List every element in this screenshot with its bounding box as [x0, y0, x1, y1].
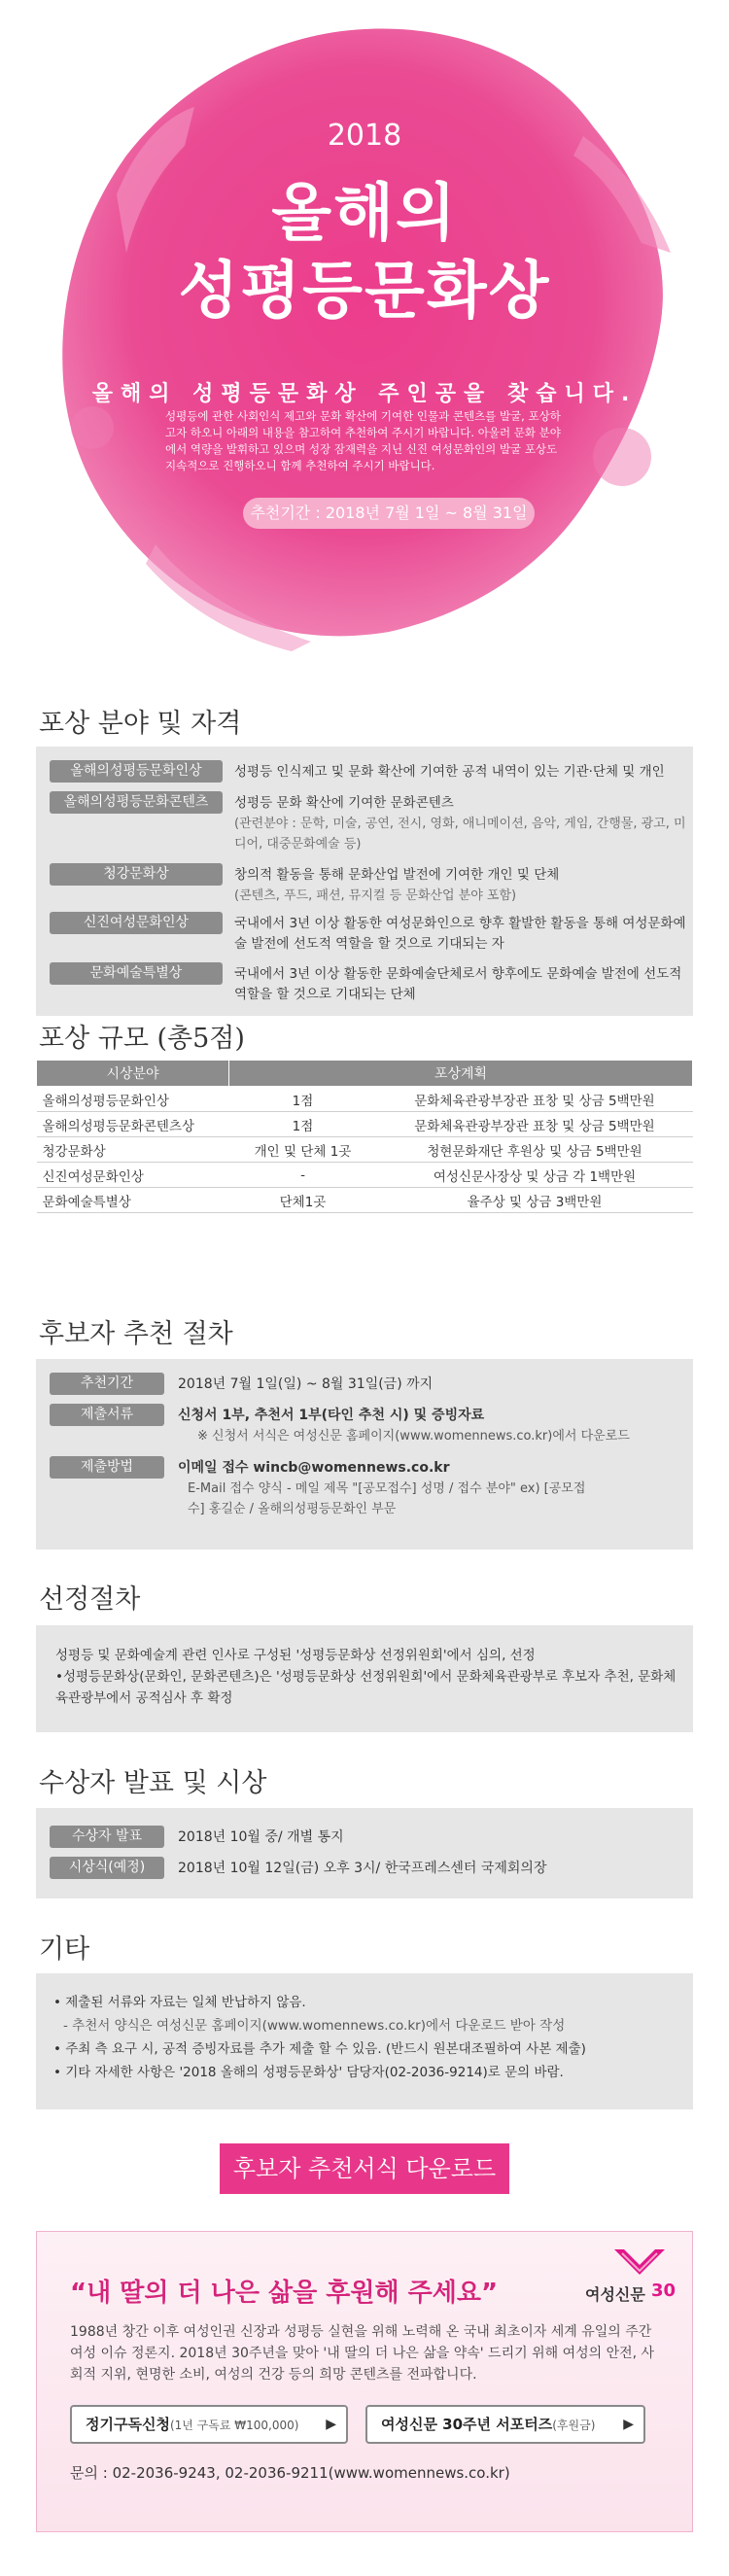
qualification-sub-text: (관련분야 : 문학, 미술, 공연, 전시, 영화, 애니메이션, 음악, 게임, 간행물, 광고, 미디어, 대중문화예술 등): [234, 817, 686, 852]
hero-banner: [0, 0, 729, 671]
promo-box: [36, 2231, 693, 2532]
download-form-button[interactable]: 후보자 추천서식 다운로드: [220, 2143, 509, 2194]
qualification-text: 성평등 인식제고 및 문화 확산에 기여한 공적 내역이 있는 기관·단체 및 개인: [234, 764, 665, 780]
etc-line: • 기타 자세한 사항은 '2018 올해의 성평등문화상' 담당자(02-2036-9214)로 문의 바람.: [53, 2065, 564, 2080]
supporters-button[interactable]: [365, 2405, 645, 2444]
procedure-text: 2018년 7월 1일(일) ~ 8월 31일(금) 까지: [178, 1376, 434, 1392]
selection-box: [36, 1625, 693, 1732]
hero-title-line2: 성평등문화상: [178, 256, 551, 328]
logo-name: 여성신문: [585, 2285, 645, 2304]
nomination-period-badge: 추천기간 : 2018년 7월 1일 ~ 8월 31일: [243, 498, 535, 529]
section-title-scale: 포상 규모 (총5점): [39, 1024, 245, 1054]
table-header-cell: 포상계획: [229, 1061, 693, 1087]
table-cell: 신진여성문화인상: [37, 1163, 229, 1188]
table-cell: 1점: [229, 1087, 377, 1112]
award-text: 2018년 10월 12일(금) 오후 3시/ 한국프레스센터 국제회의장: [178, 1861, 547, 1876]
qualification-main-text: 성평등 문화 확산에 기여한 문화콘텐츠: [234, 795, 454, 811]
table-cell: -: [229, 1163, 377, 1188]
subscribe-button[interactable]: [70, 2405, 348, 2444]
supporters-button-note: (후원금): [552, 2419, 596, 2432]
award-tag: 시상식(예정): [50, 1857, 164, 1879]
section-title-qualification: 포상 분야 및 자격: [39, 709, 242, 739]
table-cell: 문화예술특별상: [37, 1188, 229, 1213]
table-row: [37, 1087, 693, 1112]
etc-line: • 제출된 서류와 자료는 일체 반납하지 않음.: [53, 1995, 306, 2010]
qualification-text: 국내에서 3년 이상 활동한 여성문화인으로 향후 활발한 활동을 통해 여성문화예술 발전에 선도적 역할을 할 것으로 기대되는 자: [234, 916, 686, 952]
qualification-tag: 신진여성문화인상: [50, 912, 223, 934]
table-cell: 단체1곳: [229, 1188, 377, 1213]
qualification-text: 국내에서 3년 이상 활동한 문화예술단체로서 향후에도 문화예술 발전에 선도적 역할을 할 것으로 기대되는 단체: [234, 966, 682, 1002]
section-title-procedure: 후보자 추천 절차: [39, 1319, 233, 1349]
table-cell: 1점: [229, 1112, 377, 1137]
qualification-tag: 문화예술특별상: [50, 962, 223, 985]
qualification-text: [234, 865, 691, 906]
table-cell: 청현문화재단 후원상 및 상금 5백만원: [377, 1137, 693, 1163]
table-header-cell: 시상분야: [37, 1061, 229, 1087]
section-title-etc: 기타: [39, 1934, 90, 1965]
procedure-tag: 제출방법: [50, 1456, 164, 1479]
procedure-tag: 추천기간: [50, 1373, 164, 1395]
table-cell: 여성신문사장상 및 상금 각 1백만원: [377, 1163, 693, 1188]
logo-30th: 30: [651, 2280, 677, 2301]
hero-subtitle: 올해의 성평등문화상 주인공을 찾습니다.: [91, 382, 638, 406]
section-title-award: 수상자 발표 및 시상: [39, 1768, 267, 1798]
procedure-text: [178, 1458, 683, 1519]
qualification-tag: 올해의성평등문화콘텐츠: [50, 791, 223, 814]
hero-year: 2018: [327, 119, 402, 153]
table-cell: 개인 및 단체 1곳: [229, 1137, 377, 1163]
award-text: 2018년 10월 중/ 개별 통지: [178, 1829, 344, 1845]
contact-info: 문의 : 02-2036-9243, 02-2036-9211(www.womennews.co.kr): [70, 2464, 510, 2482]
table-cell: 올해의성평등문화인상: [37, 1087, 229, 1112]
table-cell: 청강문화상: [37, 1137, 229, 1163]
ink-blot-background: [0, 0, 729, 671]
table-cell: 율주상 및 상금 3백만원: [377, 1188, 693, 1213]
subscribe-button-label: 정기구독신청: [86, 2416, 170, 2433]
etc-list: [53, 1991, 685, 2084]
subscribe-button-price: (1년 구독료 ₩100,000): [169, 2419, 299, 2432]
table-row: [37, 1112, 693, 1137]
award-box: [36, 1808, 693, 1898]
qualification-text: [234, 793, 691, 854]
womennews-logo: [581, 2245, 688, 2314]
selection-text: [55, 1645, 677, 1709]
table-row: [37, 1137, 693, 1163]
chevron-right-icon: ▶: [623, 2417, 634, 2432]
procedure-sub-text: E-Mail 접수 양식 - 메일 제목 "[공모접수] 성명 / 접수 분야" ex) [공모접수] 홍길순 / 올해의성평등문화인 부문: [188, 1481, 586, 1516]
selection-line2: •성평등문화상(문화인, 문화콘텐츠)은 '성평등문화상 선정위원회'에서 문화체육관광부로 후보자 추천, 문화체육관광부에서 공적심사 후 확정: [55, 1669, 677, 1706]
award-tag: 수상자 발표: [50, 1826, 164, 1848]
selection-line1: 성평등 및 문화예술계 관련 인사로 구성된 '성평등문화상 선정위원회'에서 심의, 선정: [55, 1648, 536, 1663]
table-cell: 문화체육관광부장관 표창 및 상금 5백만원: [377, 1112, 693, 1137]
table-header-row: [37, 1061, 693, 1087]
promo-body: 1988년 창간 이후 여성인권 신장과 성평등 실현을 위해 노력해 온 국내 최초이자 세계 유일의 주간 여성 이슈 정론지. 2018년 30주년을 맞아 '내 딸의 더 나은 삶을 약속' 드리기 위해 여성의 안전, 사회적 지위, 현명한 소비, 여성의 건강 등의 희망 콘텐츠를 전파합니다.: [70, 2324, 655, 2383]
section-title-selection: 선정절차: [39, 1584, 141, 1615]
procedure-tag: 제출서류: [50, 1404, 164, 1426]
etc-box: [36, 1973, 693, 2109]
procedure-sub-text: ※ 신청서 서식은 여성신문 홈페이지(www.womennews.co.kr)에서 다운로드: [197, 1429, 630, 1444]
table-cell: 문화체육관광부장관 표창 및 상금 5백만원: [377, 1087, 693, 1112]
table-row: [37, 1163, 693, 1188]
chevron-right-icon: ▶: [326, 2417, 336, 2432]
promo-quote: “내 딸의 더 나은 삶을 후원해 주세요”: [70, 2279, 499, 2308]
table-cell: 올해의성평등문화콘텐츠상: [37, 1112, 229, 1137]
etc-line: • 주최 측 요구 시, 공적 증빙자료를 추가 제출 할 수 있음. (반드시 원본대조필하여 사본 제출): [53, 2041, 586, 2057]
qualification-sub-text: (콘텐츠, 푸드, 패션, 뮤지컬 등 문화산업 분야 포함): [234, 888, 517, 903]
supporters-button-label: 여성신문 30주년 서포터즈: [381, 2416, 553, 2433]
procedure-main-text: 이메일 접수 wincb@womennews.co.kr: [178, 1460, 450, 1476]
qualification-box: [36, 747, 693, 1016]
table-row: [37, 1188, 693, 1213]
logo-mark-icon: [610, 2245, 669, 2280]
qualification-tag: 청강문화상: [50, 863, 223, 886]
etc-line: - 추천서 양식은 여성신문 홈페이지(www.womennews.co.kr)에서 다운로드 받아 작성: [63, 2018, 566, 2034]
qualification-tag: 올해의성평등문화인상: [50, 760, 223, 783]
prize-scale-table: [36, 1060, 693, 1213]
qualification-main-text: 창의적 활동을 통해 문화산업 발전에 기여한 개인 및 단체: [234, 867, 560, 883]
hero-description: 성평등에 관한 사회인식 제고와 문화 확산에 기여한 인물과 콘텐츠를 발굴, 포상하고자 하오니 아래의 내용을 참고하여 추천하여 주시기 바랍니다. 아울러 문화 분야에서 역량을 발휘하고 있으며 성장 잠재력을 지닌 신진 여성문화인의 발굴 포상도 지속적으로 진행하오니 함께 추천하여 주시기 바랍니다.: [165, 409, 561, 472]
procedure-text: [178, 1406, 683, 1446]
hero-title-line1: 올해의: [271, 178, 458, 250]
procedure-main-text: 신청서 1부, 추천서 1부(타인 추천 시) 및 증빙자료: [178, 1408, 485, 1423]
procedure-box: [36, 1359, 693, 1549]
